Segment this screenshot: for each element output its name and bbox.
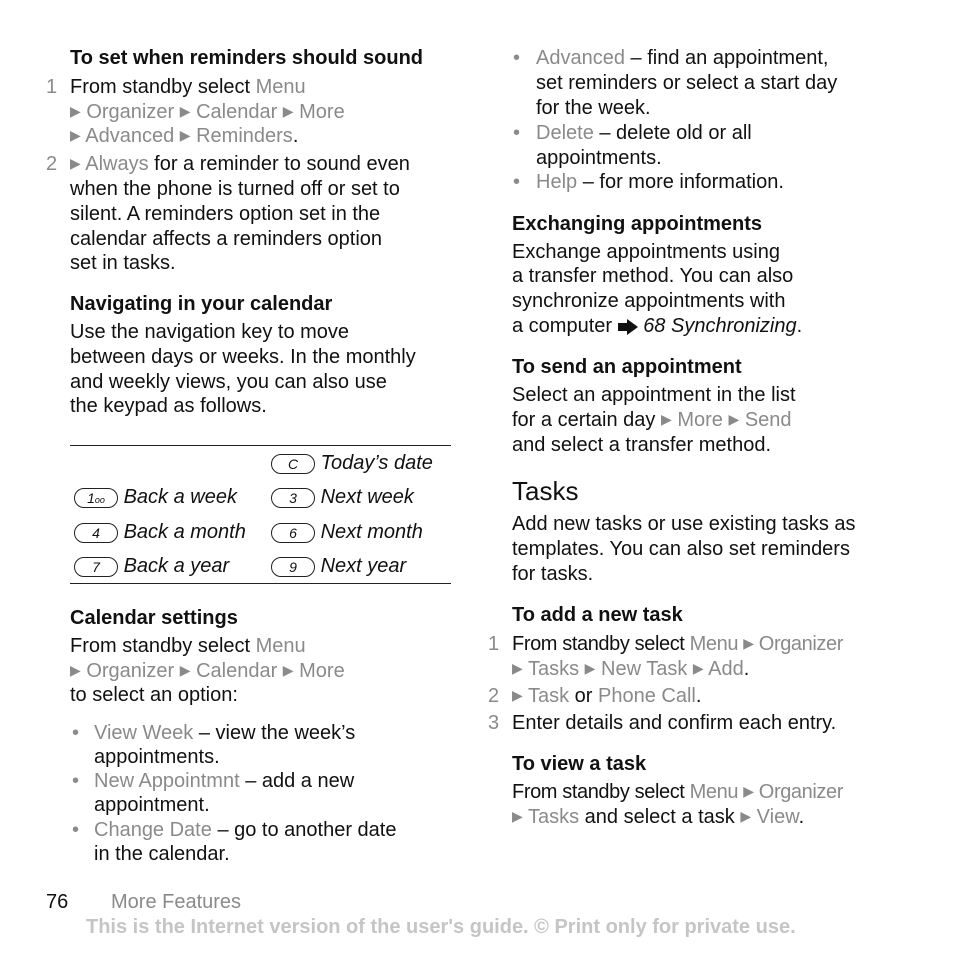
menu-term: More	[677, 409, 723, 431]
menu-term: Menu	[689, 781, 739, 803]
keypad-entry	[271, 451, 433, 476]
footer-notice: This is the Internet version of the user's guide. © Print only for private use.	[86, 916, 796, 938]
list-item	[94, 818, 396, 843]
body-text: or	[574, 685, 593, 707]
table-top-rule	[70, 445, 451, 446]
menu-term: Menu	[255, 635, 306, 657]
key-7-icon: 7	[74, 557, 118, 577]
menu-term: Advanced	[536, 47, 625, 69]
arrow-icon: ▶	[179, 662, 191, 678]
keypad-label: Back a year	[123, 555, 230, 577]
body-text: the keypad as follows.	[70, 395, 267, 417]
step-number: 2	[488, 685, 500, 707]
keypad-entry	[271, 520, 423, 545]
menu-term: Organizer	[86, 660, 175, 682]
reminders-step2-line1	[70, 152, 410, 178]
arrow-icon: ▶	[740, 808, 752, 824]
bullet-icon: •	[72, 770, 80, 792]
body-text: calendar affects a reminders option	[70, 228, 383, 250]
body-text: in the calendar.	[94, 843, 230, 865]
arrow-icon: ▶	[743, 635, 754, 651]
body-text: for tasks.	[512, 563, 594, 585]
key-1-icon: 1oo	[74, 488, 118, 508]
arrow-icon: ▶	[70, 127, 81, 143]
menu-term: Change Date	[94, 819, 212, 841]
body-text: for a reminder to sound even	[154, 153, 410, 175]
reminders-step1-line1	[70, 75, 306, 100]
arrow-icon: ▶	[179, 127, 191, 143]
settings-line1	[70, 634, 306, 659]
arrow-icon: ▶	[282, 662, 294, 678]
list-item	[94, 769, 354, 794]
menu-term: Organizer	[758, 633, 844, 655]
body-text: and weekly views, you can also use	[70, 371, 387, 393]
body-text: – view the week’s	[198, 722, 356, 744]
send-heading: To send an appointment	[512, 356, 742, 378]
menu-term: Phone Call	[598, 685, 696, 707]
exchange-line4: a computer 68 Synchronizing.	[512, 315, 803, 337]
list-item	[536, 46, 828, 71]
body-text: to select an option:	[70, 684, 238, 706]
reminders-step1-line2	[70, 100, 345, 126]
arrow-icon: ▶	[512, 687, 523, 703]
keypad-label: Next week	[320, 486, 414, 508]
body-text: when the phone is turned off or set to	[70, 178, 400, 200]
add-step1-line1	[512, 632, 843, 658]
keypad-entry	[74, 485, 237, 510]
send-line2	[512, 408, 792, 434]
body-text: – find an appointment,	[630, 47, 829, 69]
instruction-text: From standby select	[512, 781, 685, 803]
menu-term: Help	[536, 171, 578, 193]
menu-term: Task	[527, 685, 570, 707]
bullet-icon: •	[72, 722, 80, 744]
keypad-entry	[271, 485, 414, 510]
list-item	[94, 721, 355, 746]
arrow-icon: ▶	[70, 155, 81, 171]
body-text: between days or weeks. In the monthly	[70, 346, 416, 368]
reminders-heading: To set when reminders should sound	[70, 47, 423, 69]
add-step2: ▶ Task or Phone Call.	[512, 685, 702, 707]
menu-term: Menu	[255, 76, 306, 98]
key-6-icon: 6	[271, 523, 315, 543]
bullet-icon: •	[72, 819, 80, 841]
menu-term: View	[756, 806, 799, 828]
list-item	[536, 170, 784, 195]
key-3-icon: 3	[271, 488, 315, 508]
keypad-label: Back a week	[123, 486, 237, 508]
menu-term: Delete	[536, 122, 594, 144]
section-title: Tasks	[512, 476, 579, 506]
arrow-icon: ▶	[282, 103, 294, 119]
body-text: appointments.	[536, 147, 662, 169]
bullet-icon: •	[513, 171, 521, 193]
keypad-entry	[271, 554, 406, 579]
arrow-icon: ▶	[179, 103, 191, 119]
view-line1	[512, 780, 843, 806]
nav-heading: Navigating in your calendar	[70, 293, 333, 315]
menu-term: Calendar	[196, 660, 278, 682]
menu-term: Send	[744, 409, 792, 431]
body-text: for the week.	[536, 97, 651, 119]
body-text: Enter details and confirm each entry.	[512, 712, 837, 734]
page-number: 76	[46, 891, 69, 913]
step-number: 1	[46, 76, 58, 98]
bullet-icon: •	[513, 122, 521, 144]
view-line2: ▶ Tasks and select a task ▶ View.	[512, 806, 805, 828]
body-text: – delete old or all	[599, 122, 752, 144]
keypad-label: Next month	[320, 521, 423, 543]
add-step1-line2: ▶ Tasks ▶ New Task ▶ Add.	[512, 658, 750, 680]
arrow-icon: ▶	[70, 103, 81, 119]
table-bottom-rule	[70, 583, 451, 584]
body-text: Add new tasks or use existing tasks as	[512, 513, 856, 535]
view-task-heading: To view a task	[512, 753, 647, 775]
body-text: Select an appointment in the list	[512, 384, 796, 406]
arrow-icon: ▶	[512, 808, 523, 824]
keypad-entry	[74, 520, 246, 545]
menu-term: New Appointmnt	[94, 770, 240, 792]
cross-reference-link[interactable]: 68 Synchronizing	[643, 315, 797, 337]
reminders-step1-line3: ▶ Advanced ▶ Reminders.	[70, 125, 299, 147]
body-text: appointment.	[94, 794, 210, 816]
body-text: appointments.	[94, 746, 220, 768]
key-4-icon: 4	[74, 523, 118, 543]
body-text: and select a task	[584, 806, 735, 828]
body-text: – go to another date	[217, 819, 397, 841]
arrow-icon: ▶	[692, 660, 704, 676]
body-text: templates. You can also set reminders	[512, 538, 850, 560]
instruction-text: From standby select	[70, 635, 251, 657]
body-text: Exchange appointments using	[512, 241, 780, 263]
arrow-icon: ▶	[660, 411, 672, 427]
exchange-heading: Exchanging appointments	[512, 213, 763, 235]
menu-term: Tasks	[527, 806, 580, 828]
instruction-text: From standby select	[70, 76, 251, 98]
keypad-entry	[74, 554, 229, 579]
step-number: 3	[488, 712, 500, 734]
arrow-icon: ▶	[728, 411, 740, 427]
menu-term: More	[299, 101, 345, 123]
settings-heading: Calendar settings	[70, 607, 238, 629]
body-text: and select a transfer method.	[512, 434, 772, 456]
menu-term: Advanced	[85, 125, 175, 147]
step-number: 2	[46, 153, 58, 175]
list-item	[536, 121, 752, 146]
keypad-label: Next year	[320, 555, 407, 577]
body-text: a transfer method. You can also	[512, 265, 794, 287]
body-text: Use the navigation key to move	[70, 321, 350, 343]
body-text: set in tasks.	[70, 252, 176, 274]
menu-term: Add	[708, 658, 744, 680]
menu-term: Organizer	[758, 781, 844, 803]
key-c-icon: C	[271, 454, 315, 474]
instruction-text: From standby select	[512, 633, 685, 655]
body-text: – add a new	[245, 770, 355, 792]
body-text: for a certain day	[512, 409, 656, 431]
menu-term: Organizer	[86, 101, 175, 123]
keypad-label: Back a month	[123, 521, 246, 543]
add-task-heading: To add a new task	[512, 604, 683, 626]
arrow-icon: ▶	[743, 783, 754, 799]
keypad-label: Today’s date	[320, 452, 433, 474]
body-text: set reminders or select a start day	[536, 72, 838, 94]
footer-section: More Features	[111, 891, 242, 913]
menu-term: Tasks	[527, 658, 580, 680]
menu-term: Calendar	[196, 101, 278, 123]
menu-term: View Week	[94, 722, 194, 744]
key-9-icon: 9	[271, 557, 315, 577]
step-number: 1	[488, 633, 500, 655]
arrow-icon: ▶	[512, 660, 523, 676]
arrow-icon: ▶	[584, 660, 596, 676]
settings-line2	[70, 659, 345, 685]
arrow-icon: ▶	[70, 662, 81, 678]
body-text: synchronize appointments with	[512, 290, 786, 312]
menu-term: New Task	[601, 658, 688, 680]
menu-term: More	[299, 660, 345, 682]
body-text: a computer	[512, 315, 613, 337]
menu-term: Menu	[689, 633, 739, 655]
menu-term: Always	[85, 153, 149, 175]
bullet-icon: •	[513, 47, 521, 69]
body-text: – for more information.	[582, 171, 784, 193]
body-text: silent. A reminders option set in the	[70, 203, 381, 225]
menu-term: Reminders	[196, 125, 293, 147]
reference-arrow-icon	[618, 314, 638, 339]
